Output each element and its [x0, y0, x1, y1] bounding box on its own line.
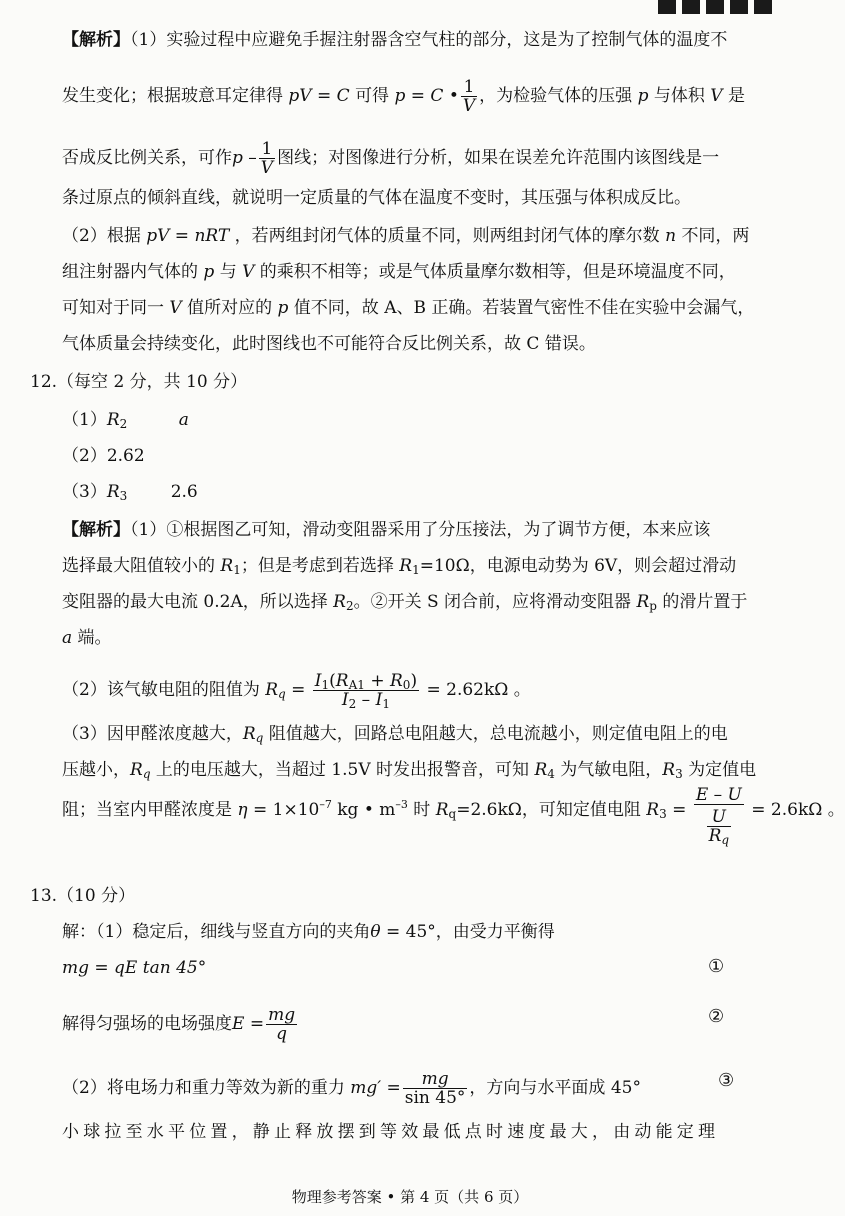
- eq-number-2: ②: [708, 1006, 725, 1027]
- p1-line-6: 组注射器内气体的 p 与 V 的乘积不相等；或是气体质量摩尔数相等，但是环境温度不同，: [62, 262, 736, 282]
- q12-explain-4: a 端。: [62, 628, 112, 648]
- p1-line-5: （2）根据 pV = nRT ，若两组封闭气体的质量不同，则两组封闭气体的摩尔数 n 不同，两: [62, 226, 750, 246]
- q12-explain-6: （3）因甲醛浓度越大，$R_q$ 阻值越大，回路总电阻越大，总电流越小，则定值电阻上的电: [62, 724, 728, 745]
- q13-step-3: （2）将电场力和重力等效为新的重力 mg′ = $\frac{mg}{\sin 45^\circ}$ ，方向与水平面成 45°: [62, 1069, 641, 1108]
- p1-line-4: 条过原点的倾斜直线，就说明一定质量的气体在温度不变时，其压强与体积成反比。: [62, 188, 691, 208]
- eq-number-3: ③: [718, 1070, 735, 1091]
- q13-step-4: 小球拉至水平位置，静止释放摆到等效最低点时速度最大，由动能定理: [62, 1122, 720, 1142]
- q13-step-2: 解得匀强场的电场强度E = $\frac{mg}{q}$: [62, 1005, 296, 1044]
- p1-line-2: 发生变化；根据玻意耳定律得 pV = C 可得 p = C • $\frac{1}{V}$ ，为检验气体的压强 p 与体积 V 是: [62, 77, 745, 116]
- q12-answer-3: $(3)R_3$ 2.6: [62, 482, 198, 503]
- q12-heading: 12.（每空 2 分，共 10 分）: [30, 372, 248, 392]
- q12-explain-8: 阻；当室内甲醛浓度是 $\eta = 1\times 10^{-7}$ kg • $m^{-3}$ 时 $R_q=2.6k\Omega$，可知定值电阻 $R_3$ = $\frac{E - U}{\frac{U}{R_q}}$ = 2.6kΩ 。: [62, 785, 845, 847]
- q12-explain-3: 变阻器的最大电流 0.2A，所以选择 $R_2$。②开关 S 闭合前，应将滑动变阻器 $R_p$ 的滑片置于: [62, 592, 748, 613]
- q12-explain-5: （2）该气敏电阻的阻值为 $R_q$ = $\frac{I_1(R_{A1} + R_0)}{I_2 - I_1}$ = 2.62kΩ 。: [62, 671, 531, 711]
- p1-line-7: 可知对于同一 V 值所对应的 p 值不同，故 A、B 正确。若装置气密性不佳在实验中会漏气，: [62, 298, 755, 318]
- q12-explain-1: 【解析】（1）①根据图乙可知，滑动变阻器采用了分压接法，为了调节方便，本来应该: [62, 520, 711, 540]
- q13-equation-1: mg = qE tan 45°: [62, 958, 207, 978]
- page-footer: 物理参考答案 • 第 4 页（共 6 页）: [291, 1188, 529, 1206]
- eq-number-1: ①: [708, 956, 725, 977]
- q12-explain-2: 选择最大阻值较小的 $R_1$；但是考虑到若选择 $R_1=10\Omega$，电源电动势为 6V，则会超过滑动: [62, 556, 737, 577]
- p1-line-3: 否成反比例关系，可作p – $\frac{1}{V}$ 图线；对图像进行分析，如果在误差允许范围内该图线是一: [62, 139, 720, 178]
- corner-marks: [658, 0, 772, 14]
- q12-answer-1: $(1)R_2$ a: [62, 410, 189, 431]
- q12-answer-2: （2）2.62: [62, 446, 145, 466]
- q12-explain-7: 压越小，$R_q$ 上的电压越大，当超过 1.5V 时发出报警音，可知 $R_4$ 为气敏电阻，$R_3$ 为定值电: [62, 760, 757, 781]
- q13-step-1: 解：（1）稳定后，细线与竖直方向的夹角θ = 45°，由受力平衡得: [62, 922, 555, 942]
- p1-line-8: 气体质量会持续变化，此时图线也不可能符合反比例关系，故 C 错误。: [62, 334, 596, 354]
- q13-heading: 13.（10 分）: [30, 886, 136, 906]
- p1-line-1: 【解析】（1）实验过程中应避免手握注射器含空气柱的部分，这是为了控制气体的温度不: [62, 30, 728, 50]
